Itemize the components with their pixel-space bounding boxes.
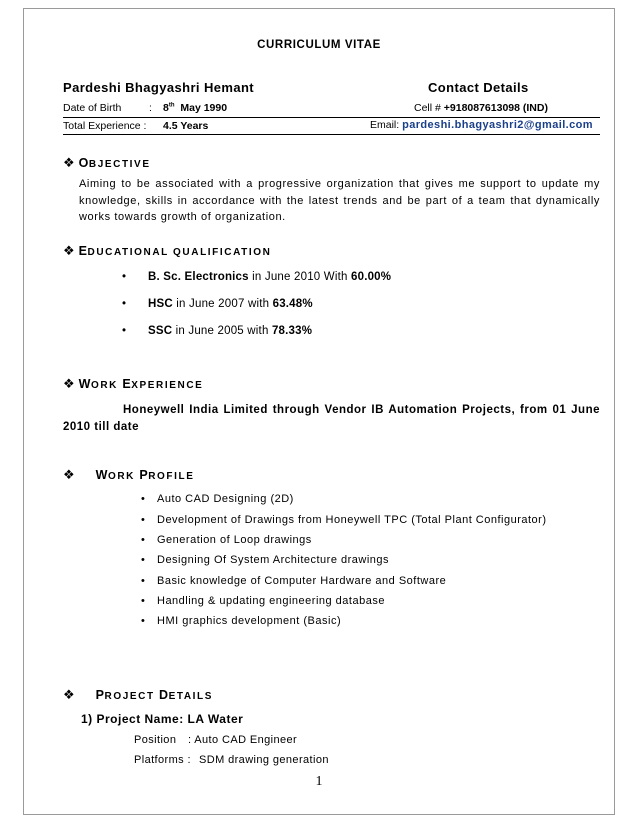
diamond-bullet-icon: ❖ [63, 243, 75, 258]
objective-text: Aiming to be associated with a progressive organization that gives me support to update my knowledge, skills in accordance with the latest trends and be part of a team that dynamically works towards growth of organization. [79, 178, 600, 223]
work-experience-text: Honeywell India Limited through Vendor IB Automation Projects, from 01 June 2010 till date [63, 404, 600, 433]
dob-value [163, 102, 227, 114]
bullet-icon: • [141, 554, 146, 566]
bullet-icon: • [141, 595, 146, 607]
bullet-icon: • [141, 534, 146, 546]
cell-number [414, 102, 548, 114]
work-profile-item: • Auto CAD Designing (2D) [141, 493, 294, 505]
dob-month-year: May 1990 [180, 102, 228, 114]
work-profile-item: • Development of Drawings from Honeywell TPC (Total Plant Configurator) [141, 514, 547, 526]
project-position-label: Position [134, 734, 177, 746]
bullet-icon: • [122, 298, 127, 310]
bullet-icon: • [141, 575, 146, 587]
project-platforms-label: Platforms : [134, 754, 191, 766]
education-heading: ❖ EDUCATIONAL QUALIFICATION [63, 243, 272, 258]
divider-line [63, 117, 600, 118]
work-profile-item: • Designing Of System Architecture drawings [141, 554, 390, 566]
diamond-bullet-icon: ❖ [63, 155, 75, 170]
bullet-icon: • [141, 493, 146, 505]
cell-value: +918087613098 (IND) [443, 102, 548, 114]
email-row [370, 119, 593, 131]
contact-details-heading: Contact Details [428, 80, 529, 95]
diamond-bullet-icon: ❖ [63, 376, 75, 391]
education-item: • HSC in June 2007 with 63.48% [122, 298, 313, 310]
candidate-name: Pardeshi Bhagyashri Hemant [63, 80, 255, 95]
bullet-icon: • [122, 271, 127, 283]
email-link[interactable]: pardeshi.bhagyashri2@gmail.com [402, 119, 593, 131]
work-profile-item: • HMI graphics development (Basic) [141, 615, 342, 627]
project-name: 1) Project Name: LA Water [81, 712, 244, 726]
work-experience-heading: ❖ WORK EXPERIENCE [63, 376, 204, 391]
experience-label: Total Experience : [63, 120, 147, 132]
education-item: • B. Sc. Electronics in June 2010 With 60.00% [122, 271, 392, 283]
dob-colon: : [149, 102, 152, 114]
education-item: • SSC in June 2005 with 78.33% [122, 325, 313, 337]
dob-day: 8 [163, 102, 169, 114]
bullet-icon: • [122, 325, 127, 337]
work-profile-heading: ❖ WORK PROFILE [63, 467, 195, 482]
experience-value: 4.5 Years [163, 120, 209, 132]
objective-heading: ❖ OBJECTIVE [63, 155, 151, 170]
bullet-icon: • [141, 514, 146, 526]
project-position-value: : Auto CAD Engineer [188, 734, 298, 746]
dob-suffix: th [168, 102, 175, 109]
work-profile-item: • Handling & updating engineering database [141, 595, 385, 607]
dob-label: Date of Birth [63, 102, 122, 114]
project-platforms-value: SDM drawing generation [199, 754, 329, 766]
document-title: CURRICULUM VITAE [257, 39, 381, 51]
diamond-bullet-icon: ❖ [63, 467, 75, 482]
cell-label: Cell # [414, 102, 444, 114]
email-label: Email: [370, 119, 403, 131]
page-number: 1 [315, 774, 323, 789]
work-profile-item: • Generation of Loop drawings [141, 534, 312, 546]
bullet-icon: • [141, 615, 146, 627]
divider-line [63, 134, 600, 135]
diamond-bullet-icon: ❖ [63, 687, 75, 702]
project-details-heading: ❖ PROJECT DETAILS [63, 687, 213, 702]
work-profile-item: • Basic knowledge of Computer Hardware and Software [141, 575, 447, 587]
